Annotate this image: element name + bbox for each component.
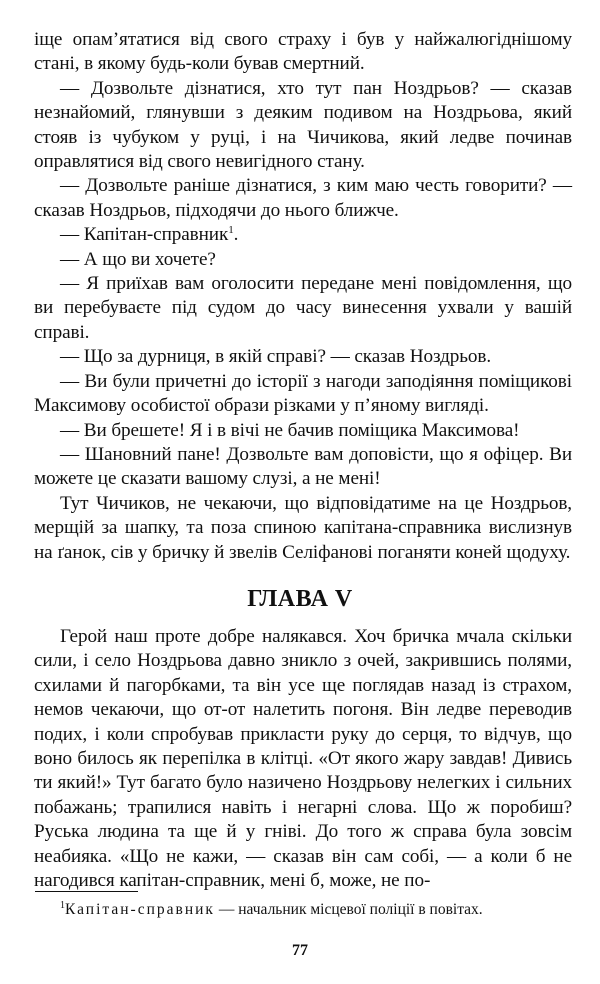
text-block-chapter	[34, 625, 572, 893]
paragraph: — Дозвольте раніше дізнатися, з ким маю честь говорити? — сказав Ноздрьов, підходячи до нього ближче.	[34, 175, 572, 221]
dialogue-text: — Капітан-справник	[60, 224, 229, 246]
paragraph: іще опам’ятатися від свого страху і був у найжалюгіднішому стані, в якому будь-коли бував смертний.	[34, 29, 572, 75]
footnote-text: — начальник місцевої поліції в повітах.	[214, 901, 483, 918]
paragraph: — Шановний пане! Дозвольте вам доповісти, що я офіцер. Ви можете це сказати вашому слузі, а не мені!	[34, 443, 572, 490]
dialogue-punctuation: .	[233, 224, 239, 246]
footnote-term: Капітан-справник	[65, 901, 215, 918]
paragraph: — Дозвольте дізнатися, хто тут пан Ноздрьов? — сказав незнайомий, глянувши з деяким подивом на Ноздрьова, який стояв із чубуком у руці, і на Чичикова, який ледве починав оправлятися від свого невигідного стану.	[34, 77, 572, 173]
paragraph: Тут Чичиков, не чекаючи, що відповідатиме на це Ноздрьов, мерщій за шапку, та поза спиною капітана-справника вислизнув на ґанок, сів у бричку й звелів Селіфанові поганяти коней щодуху.	[34, 492, 572, 563]
footnote	[34, 900, 572, 920]
paragraph: — Я приїхав вам оголосити передане мені повідомлення, що ви перебуваєте під судом до часу винесення ухвали у вашій справі.	[34, 273, 572, 343]
chapter-title: ГЛАВА V	[247, 586, 353, 612]
footnote-divider	[35, 891, 138, 892]
footnote-reference: 1	[228, 224, 234, 237]
footnote-marker: 1	[60, 900, 65, 911]
paragraph: — Що за дурниця, в якій справі? — сказав Ноздрьов.	[60, 346, 492, 368]
paragraph: — Ви були причетні до історії з нагоди заподіяння поміщикові Максимову особистої образи різками у п’яному вигляді.	[34, 370, 572, 417]
page-number: 77	[292, 942, 308, 959]
paragraph: — А що ви хочете?	[60, 248, 216, 270]
paragraph	[34, 223, 572, 247]
text-block-continuation	[34, 28, 572, 565]
paragraph: — Ви брешете! Я і в вічі не бачив поміщика Максимова!	[60, 419, 520, 441]
paragraph: Герой наш проте добре налякався. Хоч бричка мчала скільки сили, і село Ноздрьова давно зникло з очей, закрившись полями, схилами й пагорбками, та він усе ще поглядав назад із страхом, немов чекаючи, що от-от налетить погоня. Він ледве переводив подих, і коли спробував прикласти руку до серця, то відчув, що воно билось як перепілка в клітці. «От якого жару завдав! Дивись ти який!» Тут багато було назичено Ноздрьову нелегких і сильних побажань; трапилися навіть і негарні слова. Що ж поробиш? Руська людина та ще й у гніві. До того ж справа була зовсім неабияка. «Що не кажи, — сказав він сам собі, — а коли б не нагодився капітан-справник, мені б, може, не по-	[34, 626, 572, 892]
